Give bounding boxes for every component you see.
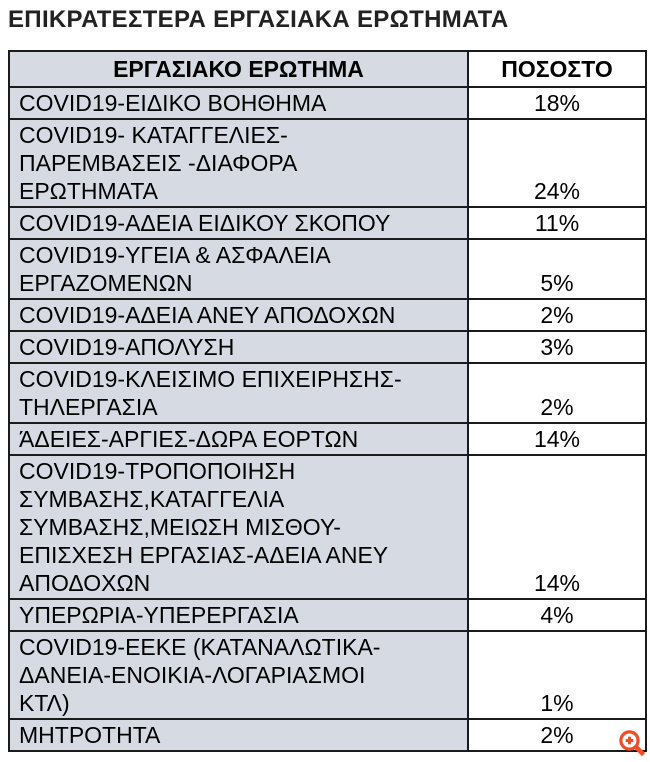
question-cell: ΆΔΕΙΕΣ-ΑΡΓΙΕΣ-ΔΩΡΑ ΕΟΡΤΩΝ — [9, 423, 468, 455]
percent-cell: 2% — [468, 363, 646, 423]
table-row — [9, 631, 646, 719]
question-cell: COVID19-ΑΠΟΛΥΣΗ — [9, 331, 468, 363]
percent-cell: 4% — [468, 599, 646, 631]
table-body — [9, 87, 646, 751]
question-cell: COVID19- ΚΑΤΑΓΓΕΛΙΕΣ-ΠΑΡΕΜΒΑΣΕΙΣ -ΔΙΑΦΟΡΑ ΕΡΩΤΗΜΑΤΑ — [9, 119, 468, 207]
table-row — [9, 363, 646, 423]
question-cell: COVID19-ΥΓΕΙΑ & ΑΣΦΑΛΕΙΑ ΕΡΓΑΖΟΜΕΝΩΝ — [9, 239, 468, 299]
column-header-question: ΕΡΓΑΣΙΑΚΟ ΕΡΩΤΗΜΑ — [9, 51, 468, 87]
percent-cell: 14% — [468, 423, 646, 455]
table-row — [9, 331, 646, 363]
question-cell: COVID19-ΑΔΕΙΑ ΑΝΕΥ ΑΠΟΔΟΧΩΝ — [9, 299, 468, 331]
table-row — [9, 719, 646, 751]
percent-cell: 18% — [468, 87, 646, 119]
table-row — [9, 299, 646, 331]
question-cell: COVID19-ΕΙΔΙΚΟ ΒΟΗΘΗΜΑ — [9, 87, 468, 119]
table-row — [9, 239, 646, 299]
page-title: ΕΠΙΚΡΑΤΕΣΤΕΡΑ ΕΡΓΑΣΙΑΚΑ ΕΡΩΤΗΜΑΤΑ — [8, 6, 509, 33]
column-header-percent: ΠΟΣΟΣΤΟ — [468, 51, 646, 87]
question-cell: COVID19-ΚΛΕΙΣΙΜΟ ΕΠΙΧΕΙΡΗΣΗΣ-ΤΗΛΕΡΓΑΣΙΑ — [9, 363, 468, 423]
table-row — [9, 207, 646, 239]
zoom-in-button[interactable] — [617, 728, 647, 758]
table-row — [9, 119, 646, 207]
percent-cell: 3% — [468, 331, 646, 363]
header-row — [9, 51, 646, 87]
zoom-in-icon — [617, 728, 647, 758]
table-row — [9, 87, 646, 119]
labor-questions-table — [8, 50, 647, 752]
table-row — [9, 455, 646, 599]
percent-cell: 5% — [468, 239, 646, 299]
question-cell: COVID19-ΕΕΚΕ (ΚΑΤΑΝΑΛΩΤΙΚΑ-ΔΑΝΕΙΑ-ΕΝΟΙΚΙΑ-ΛΟΓΑΡΙΑΣΜΟΙ ΚΤΛ) — [9, 631, 468, 719]
percent-cell: 2% — [468, 299, 646, 331]
percent-cell: 14% — [468, 455, 646, 599]
table-row — [9, 599, 646, 631]
question-cell: ΥΠΕΡΩΡΙΑ-ΥΠΕΡΕΡΓΑΣΙΑ — [9, 599, 468, 631]
question-cell: COVID19-ΑΔΕΙΑ ΕΙΔΙΚΟΥ ΣΚΟΠΟΥ — [9, 207, 468, 239]
table-row — [9, 423, 646, 455]
question-cell: ΜΗΤΡΟΤΗΤΑ — [9, 719, 468, 751]
percent-cell: 24% — [468, 119, 646, 207]
percent-cell: 11% — [468, 207, 646, 239]
percent-cell: 1% — [468, 631, 646, 719]
percent-cell: 2% — [468, 719, 646, 751]
question-cell: COVID19-ΤΡΟΠΟΠΟΙΗΣΗ ΣΥΜΒΑΣΗΣ,ΚΑΤΑΓΓΕΛΙΑ ΣΥΜΒΑΣΗΣ,ΜΕΙΩΣΗ ΜΙΣΘΟΥ-ΕΠΙΣΧΕΣΗ ΕΡΓΑΣΙΑΣ-ΑΔΕΙΑ ΑΝΕΥ ΑΠΟΔΟΧΩΝ — [9, 455, 468, 599]
table-header — [9, 51, 646, 87]
